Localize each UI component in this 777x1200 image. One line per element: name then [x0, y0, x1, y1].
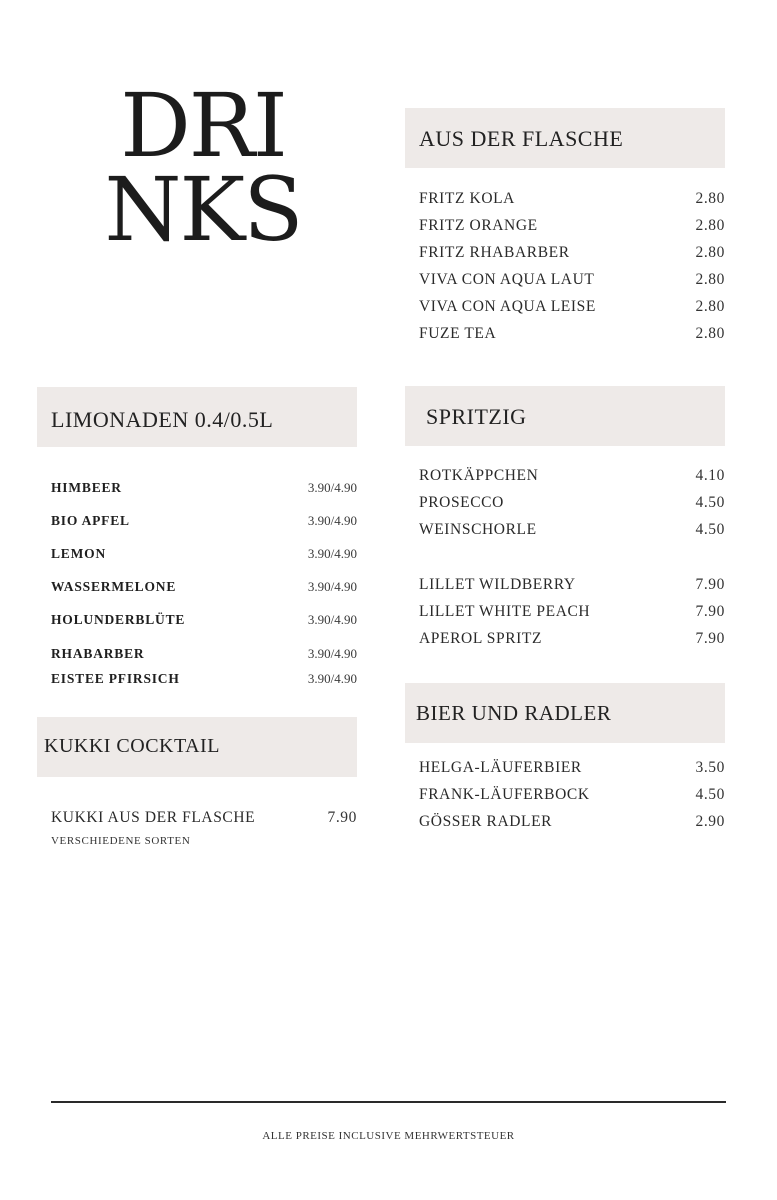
item-price: 4.10 [695, 467, 725, 484]
item-name: VIVA CON AQUA LAUT [419, 271, 595, 288]
menu-item [419, 576, 725, 603]
menu-item [419, 813, 725, 840]
section-header-bier-und-radler [405, 683, 725, 743]
menu-item [51, 646, 357, 671]
section-title: SPRITZIG [426, 404, 527, 429]
item-name: FRITZ RHABARBER [419, 244, 570, 261]
item-price: 3.90/4.90 [307, 646, 357, 661]
section-header-kukki-cocktail [37, 717, 357, 777]
item-name: KUKKI AUS DER FLASCHE [51, 809, 256, 826]
item-price: 7.90 [695, 576, 725, 593]
item-name: LEMON [51, 546, 107, 561]
menu-item [419, 603, 725, 630]
item-price: 3.90/4.90 [307, 612, 357, 627]
item-name: GÖSSER RADLER [419, 813, 553, 830]
menu-item [419, 244, 725, 271]
item-name: HIMBEER [51, 480, 122, 495]
item-name: HOLUNDERBLÜTE [51, 612, 186, 627]
item-price: 4.50 [695, 521, 725, 538]
menu-item [419, 786, 725, 813]
item-price: 2.80 [695, 244, 725, 261]
section-title: AUS DER FLASCHE [419, 126, 624, 151]
item-name: BIO APFEL [51, 513, 130, 528]
item-name: EISTEE PFIRSICH [51, 671, 180, 686]
item-price: 2.80 [695, 271, 725, 288]
section-title: LIMONADEN 0.4/0.5L [51, 407, 274, 432]
page-title [98, 74, 308, 261]
section-title: KUKKI COCKTAIL [44, 735, 220, 757]
item-name: FRANK-LÄUFERBOCK [419, 786, 590, 803]
item-price: 3.90/4.90 [307, 671, 357, 686]
title-line-1: DRI [120, 74, 286, 177]
menu-item [419, 467, 725, 494]
item-name: HELGA-LÄUFERBIER [419, 759, 582, 776]
section-title: BIER UND RADLER [416, 701, 612, 725]
item-name: FRITZ ORANGE [419, 217, 538, 234]
item-name: WEINSCHORLE [419, 521, 537, 538]
item-name: VIVA CON AQUA LEISE [419, 298, 596, 315]
menu-item [419, 759, 725, 786]
menu-item [419, 190, 725, 217]
item-price: 4.50 [695, 494, 725, 511]
item-name: RHABARBER [51, 646, 145, 661]
menu-list-kukki [51, 809, 357, 836]
item-price: 2.80 [695, 217, 725, 234]
item-price: 2.80 [695, 298, 725, 315]
item-name: LILLET WHITE PEACH [419, 603, 591, 620]
section-header-spritzig [405, 386, 725, 446]
item-price: 7.90 [327, 809, 357, 826]
item-price: 3.50 [695, 759, 725, 776]
menu-list-aus-der-flasche [419, 190, 725, 352]
item-price: 3.90/4.90 [307, 513, 357, 528]
menu-item [51, 579, 357, 612]
item-name: LILLET WILDBERRY [419, 576, 576, 593]
menu-list-limonaden [51, 480, 357, 704]
item-price: 4.50 [695, 786, 725, 803]
section-header-limonaden [37, 387, 357, 447]
menu-item [419, 217, 725, 244]
menu-list-spritzig [419, 467, 725, 657]
section-header-aus-der-flasche [405, 108, 725, 168]
item-price: 2.80 [695, 325, 725, 342]
menu-list-bier [419, 759, 725, 840]
menu-item [419, 325, 725, 352]
item-price: 2.90 [695, 813, 725, 830]
footer-divider [51, 1101, 726, 1103]
menu-item [51, 546, 357, 579]
menu-item [419, 494, 725, 521]
menu-item [51, 612, 357, 646]
item-price: 7.90 [695, 603, 725, 620]
footer-note: ALLE PREISE INCLUSIVE MEHRWERTSTEUER [262, 1130, 515, 1142]
item-name: FRITZ KOLA [419, 190, 515, 207]
item-name: WASSERMELONE [51, 579, 177, 594]
menu-item [51, 480, 357, 513]
item-note: VERSCHIEDENE SORTEN [51, 835, 191, 847]
menu-item [51, 513, 357, 546]
item-name: APEROL SPRITZ [419, 630, 543, 647]
menu-item [419, 271, 725, 298]
item-name: ROTKÄPPCHEN [419, 467, 539, 484]
item-price: 2.80 [695, 190, 725, 207]
title-line-2: NKS [104, 158, 302, 261]
menu-item [51, 809, 357, 836]
item-price: 3.90/4.90 [307, 480, 357, 495]
menu-item [419, 630, 725, 657]
item-name: FUZE TEA [419, 325, 497, 342]
item-price: 7.90 [695, 630, 725, 647]
item-name: PROSECCO [419, 494, 504, 511]
menu-item [51, 671, 357, 704]
item-price: 3.90/4.90 [307, 546, 357, 561]
menu-item [419, 521, 725, 576]
item-price: 3.90/4.90 [307, 579, 357, 594]
menu-item [419, 298, 725, 325]
